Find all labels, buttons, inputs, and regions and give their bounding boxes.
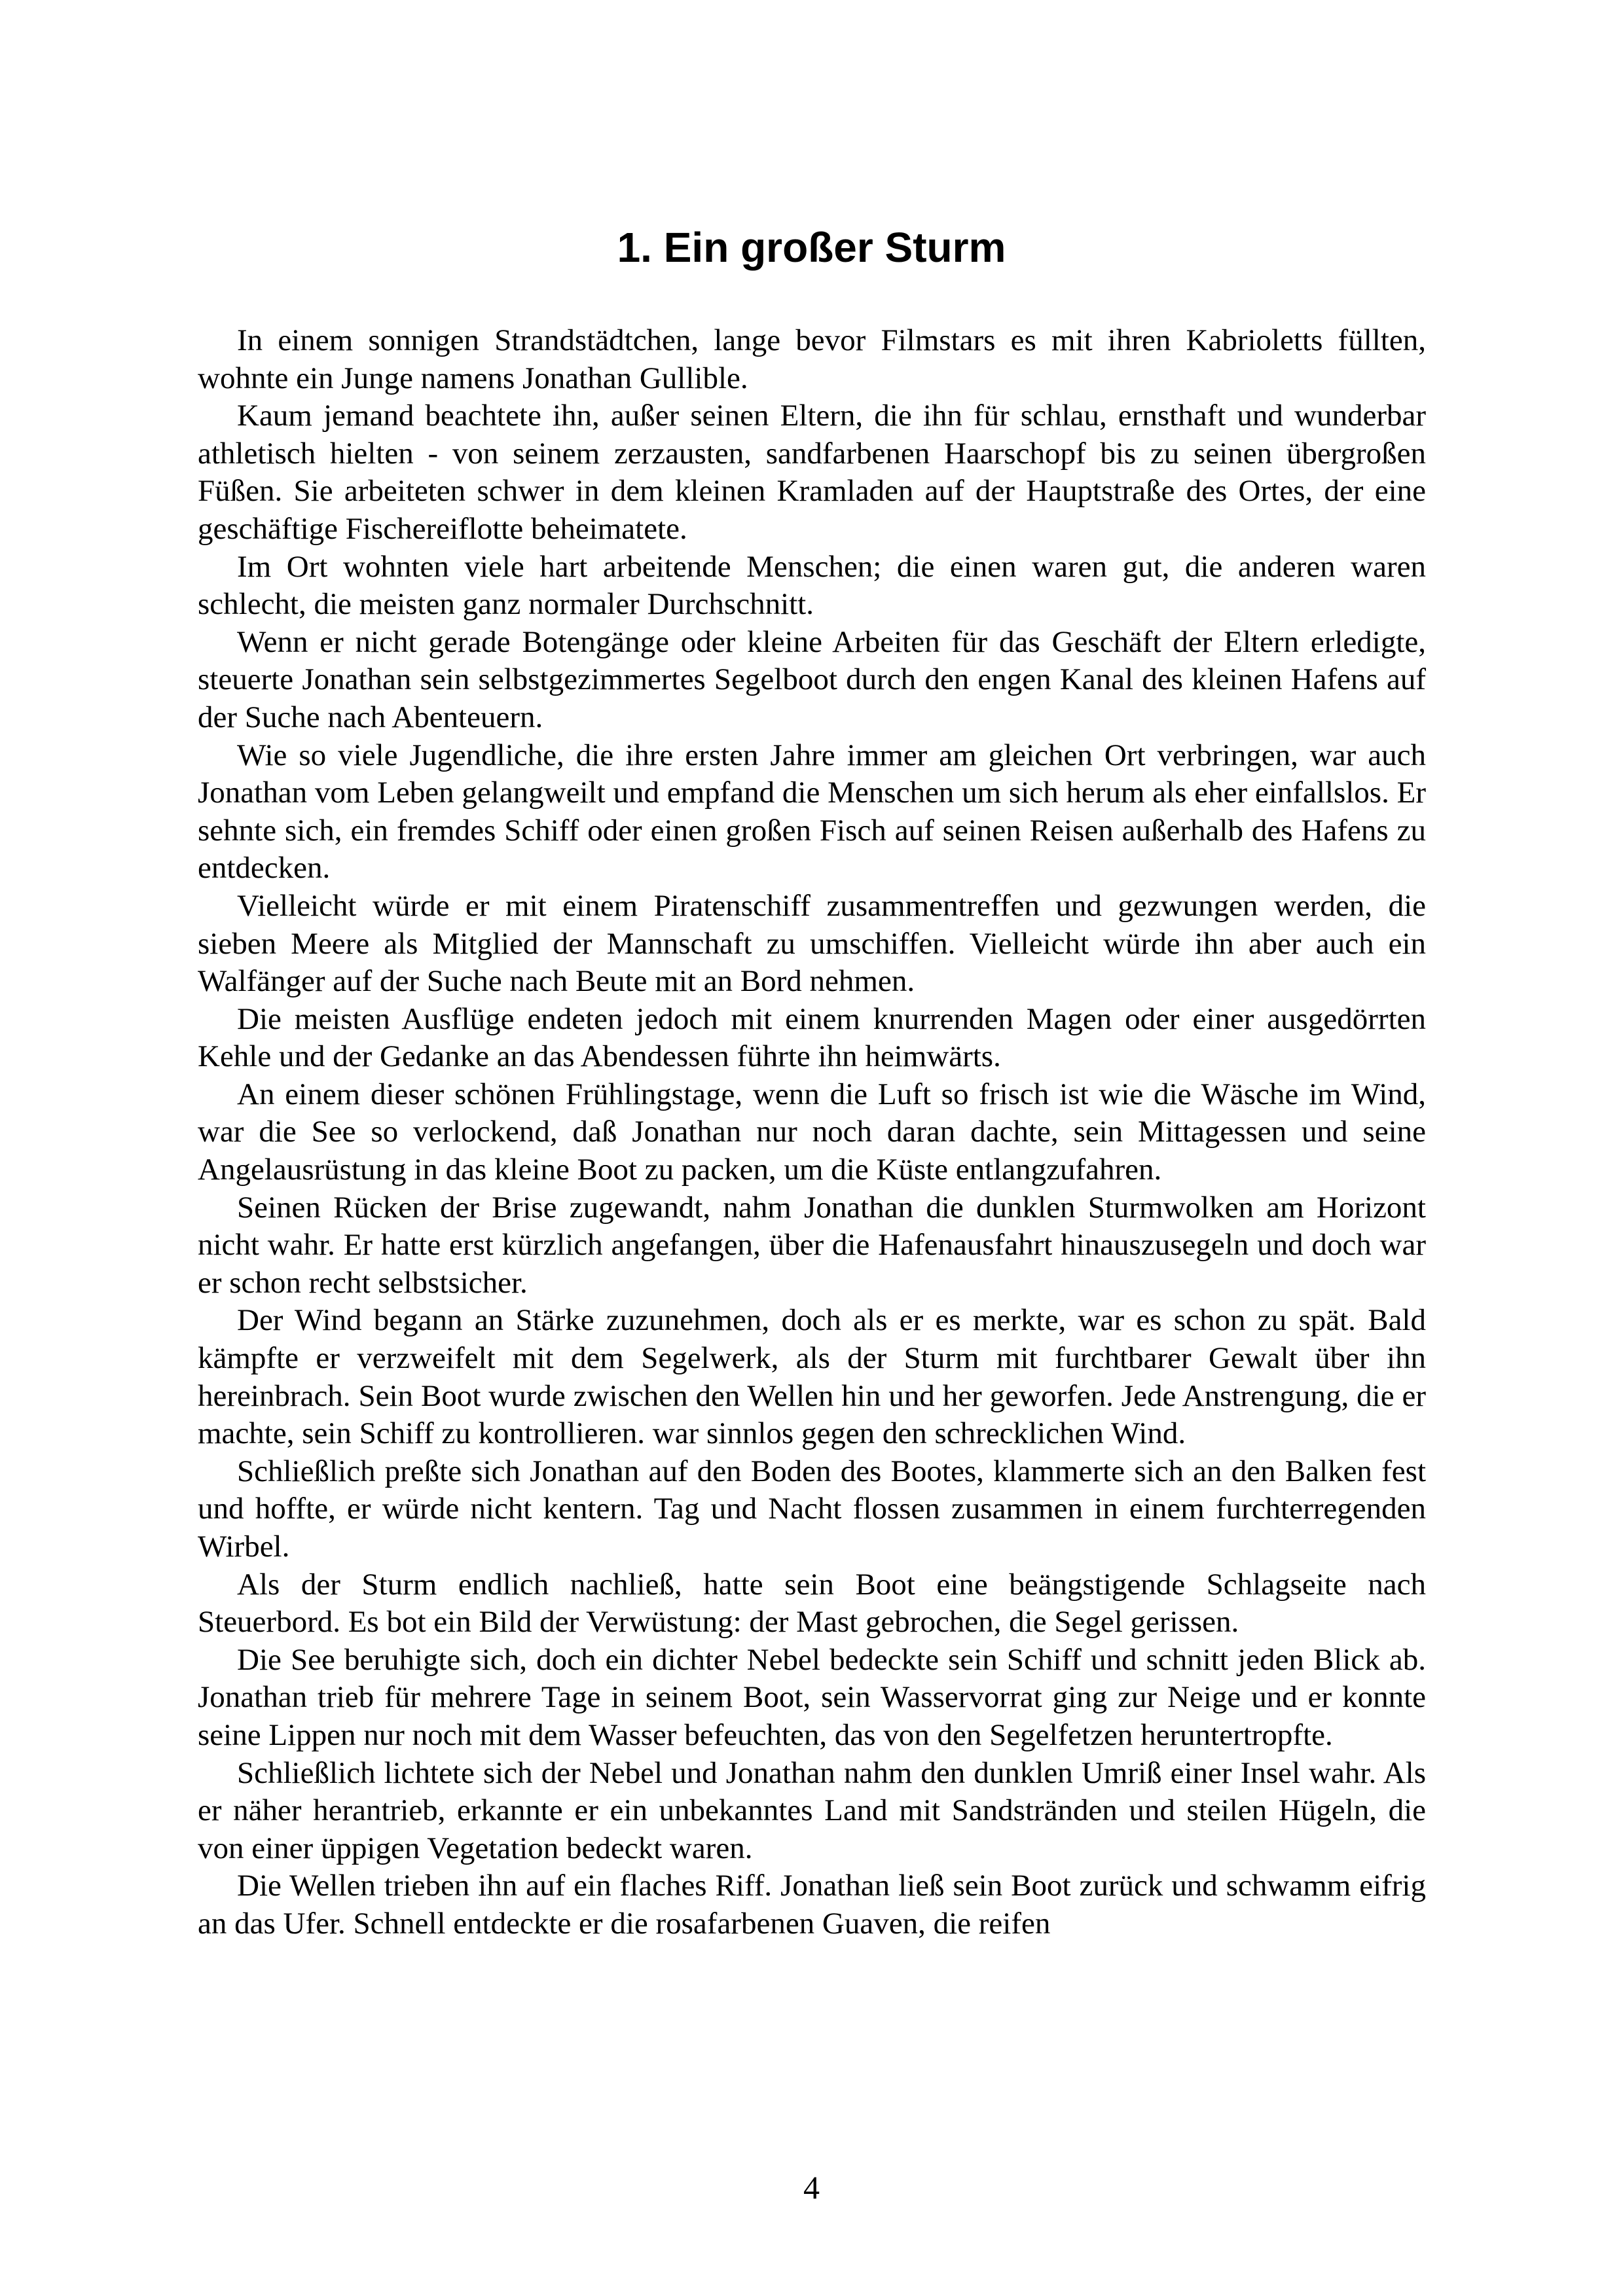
paragraph: Wie so viele Jugendliche, die ihre ersten Jahre immer am gleichen Ort verbringen, war auch Jonathan vom Leben gelangweilt und empfand die Menschen um sich herum als eher einfallslos. Er sehnte sich, ein fremdes Schiff oder einen großen Fisch auf seinen Reisen außerhalb des Hafens zu entdecken. — [198, 738, 1426, 886]
paragraph: Die meisten Ausflüge endeten jedoch mit einem knurrenden Magen oder einer ausgedörrten Kehle und der Gedanke an das Abendessen führte ihn heimwärts. — [198, 1001, 1426, 1074]
paragraph: Vielleicht würde er mit einem Piratenschiff zusammentreffen und gezwungen werden, die sieben Meere als Mitglied der Mannschaft zu umschiffen. Vielleicht würde ihn aber auch ein Walfänger auf der Suche nach Beute mit an Bord nehmen. — [198, 888, 1426, 999]
page-number: 4 — [803, 2169, 820, 2206]
paragraph: Kaum jemand beachtete ihn, außer seinen Eltern, die ihn für schlau, ernsthaft und wunderbar athletisch hielten - von seinem zerzausten, sandfarbenen Haarschopf bis zu seinen übergroßen Füßen. Sie arbeiteten schwer in dem kleinen Kramladen auf der Hauptstraße des Ortes, der eine geschäftige Fischereiflotte beheimatete. — [198, 399, 1426, 546]
paragraph: Schließlich lichtete sich der Nebel und Jonathan nahm den dunklen Umriß einer Insel wahr. Als er näher herantrieb, erkannte er ein unbekanntes Land mit Sandstränden und steilen Hügeln, die von einer üppigen Vegetation bedeckt waren. — [198, 1755, 1426, 1865]
paragraph: Die Wellen trieben ihn auf ein flaches Riff. Jonathan ließ sein Boot zurück und schwamm eifrig an das Ufer. Schnell entdeckte er die rosafarbenen Guaven, die reifen — [198, 1869, 1426, 1941]
chapter-title: 1. Ein großer Sturm — [617, 224, 1006, 271]
paragraph: Wenn er nicht gerade Botengänge oder kleine Arbeiten für das Geschäft der Eltern erledigte, steuerte Jonathan sein selbstgezimmertes Segelboot durch den engen Kanal des kleinen Hafens auf der Suche nach Abenteuern. — [198, 624, 1426, 734]
paragraph: An einem dieser schönen Frühlingstage, wenn die Luft so frisch ist wie die Wäsche im Wind, war die See so verlockend, daß Jonathan nur noch daran dachte, sein Mittagessen und seine Angelausrüstung in das kleine Boot zu packen, um die Küste entlangzufahren. — [198, 1077, 1426, 1187]
paragraph: Schließlich preßte sich Jonathan auf den Boden des Bootes, klammerte sich an den Balken fest und hoffte, er würde nicht kentern. Tag und Nacht flossen zusammen in einem furchterregenden Wirbel. — [198, 1454, 1426, 1564]
paragraph: Im Ort wohnten viele hart arbeitende Menschen; die einen waren gut, die anderen waren schlecht, die meisten ganz normaler Durchschnitt. — [198, 549, 1426, 622]
paragraph: Die See beruhigte sich, doch ein dichter Nebel bedeckte sein Schiff und schnitt jeden Blick ab. Jonathan trieb für mehrere Tage in seinem Boot, sein Wasservorrat ging zur Neige und er konnte seine Lippen nur noch mit dem Wasser befeuchten, das von den Segelfetzen heruntertropfte. — [198, 1642, 1426, 1752]
body-text — [198, 322, 1426, 1943]
paragraph: Der Wind begann an Stärke zuzunehmen, doch als er es merkte, war es schon zu spät. Bald kämpfte er verzweifelt mit dem Segelwerk, als der Sturm mit furchtbarer Gewalt über ihn hereinbrach. Sein Boot wurde zwischen den Wellen hin und her geworfen. Jede Anstrengung, die er machte, sein Schiff zu kontrollieren. war sinnlos gegen den schrecklichen Wind. — [198, 1303, 1426, 1451]
paragraph: Seinen Rücken der Brise zugewandt, nahm Jonathan die dunklen Sturmwolken am Horizont nicht wahr. Er hatte erst kürzlich angefangen, über die Hafenausfahrt hinauszusegeln und doch war er schon recht selbstsicher. — [198, 1190, 1426, 1300]
paragraph: In einem sonnigen Strandstädtchen, lange bevor Filmstars es mit ihren Kabrioletts füllten, wohnte ein Junge namens Jonathan Gullible. — [198, 323, 1426, 395]
paragraph: Als der Sturm endlich nachließ, hatte sein Boot eine beängstigende Schlagseite nach Steuerbord. Es bot ein Bild der Verwüstung: der Mast gebrochen, die Segel gerissen. — [198, 1567, 1426, 1640]
